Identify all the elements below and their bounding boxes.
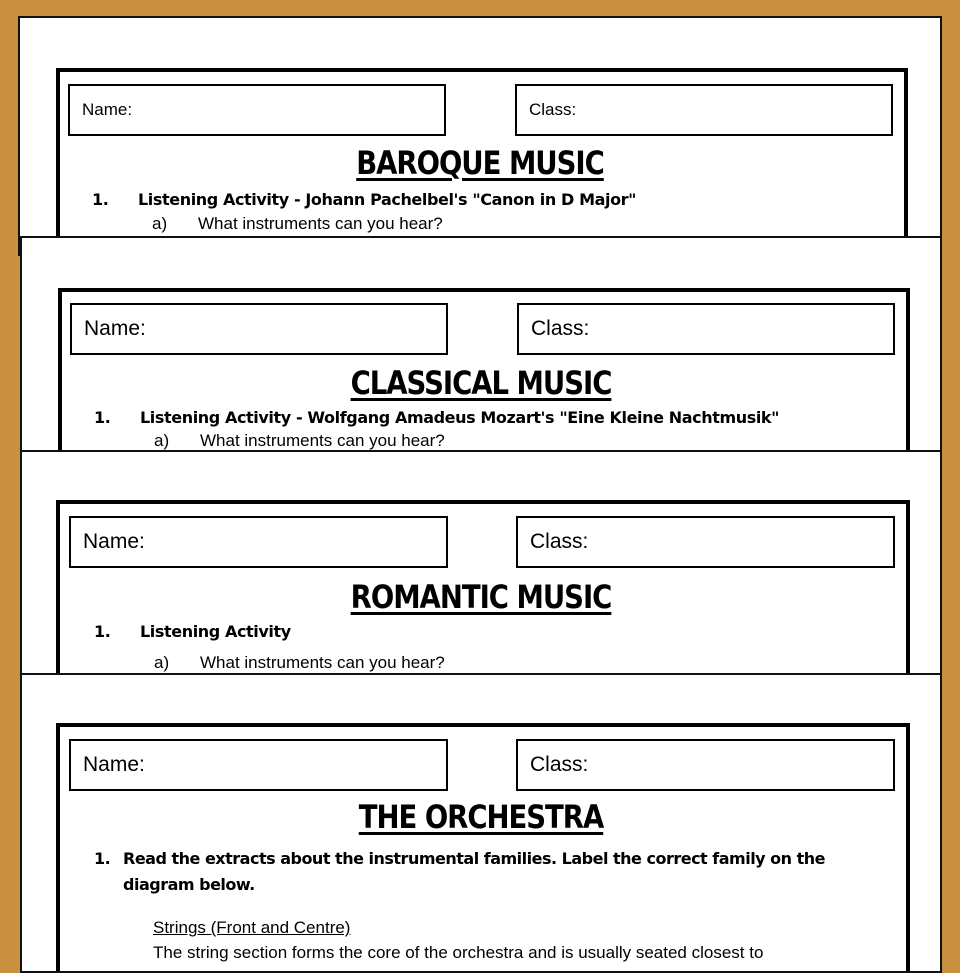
- question-1a: [152, 214, 443, 234]
- question-bold: Listening Activity: [140, 622, 291, 641]
- question-line-2: diagram below.: [123, 875, 255, 894]
- question-1: [92, 190, 636, 209]
- question-bold: Listening Activity: [140, 408, 291, 427]
- question-number: 1.: [94, 622, 111, 641]
- name-label: Name:: [84, 317, 146, 340]
- sub-text: What instruments can you hear?: [200, 431, 445, 450]
- class-label: Class:: [531, 317, 590, 340]
- page-title: CLASSICAL MUSIC: [350, 364, 612, 402]
- page-title: ROMANTIC MUSIC: [350, 578, 612, 616]
- class-label: Class:: [530, 753, 589, 776]
- name-label: Name:: [83, 530, 145, 553]
- page-title: THE ORCHESTRA: [358, 798, 604, 836]
- name-field[interactable]: [70, 303, 448, 355]
- question-number: 1.: [94, 849, 111, 868]
- class-field[interactable]: [516, 516, 895, 568]
- name-field[interactable]: [69, 739, 448, 791]
- name-field[interactable]: [69, 516, 448, 568]
- question-line-1: Read the extracts about the instrumental families. Label the correct family on the: [123, 849, 826, 868]
- question-rest: - Johann Pachelbel's "Canon in D Major": [288, 190, 637, 209]
- question-1: [94, 408, 779, 427]
- sub-letter: a): [152, 214, 168, 233]
- class-field[interactable]: [516, 739, 895, 791]
- section-text: The string section forms the core of the orchestra and is usually seated closest to: [153, 943, 764, 962]
- worksheet-romantic: [20, 450, 942, 690]
- question-1: [94, 846, 825, 898]
- question-bold: Listening Activity: [138, 190, 289, 209]
- name-field[interactable]: [68, 84, 446, 136]
- page-title: BAROQUE MUSIC: [356, 144, 604, 182]
- question-1: [94, 622, 291, 641]
- sub-text: What instruments can you hear?: [198, 214, 443, 233]
- class-label: Class:: [530, 530, 589, 553]
- name-label: Name:: [83, 753, 145, 776]
- question-number: 1.: [94, 408, 111, 427]
- sub-letter: a): [154, 431, 170, 450]
- class-field[interactable]: [517, 303, 895, 355]
- question-1a: [154, 431, 445, 451]
- question-1a: [154, 653, 445, 673]
- sub-letter: a): [154, 653, 170, 672]
- worksheet-classical: [20, 236, 942, 466]
- section-heading: Strings (Front and Centre): [153, 918, 351, 937]
- worksheet-orchestra: [20, 673, 942, 973]
- question-number: 1.: [92, 190, 109, 209]
- class-field[interactable]: [515, 84, 893, 136]
- worksheet-baroque: [18, 16, 942, 256]
- name-label: Name:: [82, 100, 133, 119]
- strings-extract: [153, 915, 763, 965]
- sub-text: What instruments can you hear?: [200, 653, 445, 672]
- question-rest: - Wolfgang Amadeus Mozart's "Eine Kleine Nachtmusik": [290, 408, 780, 427]
- class-label: Class:: [529, 100, 577, 119]
